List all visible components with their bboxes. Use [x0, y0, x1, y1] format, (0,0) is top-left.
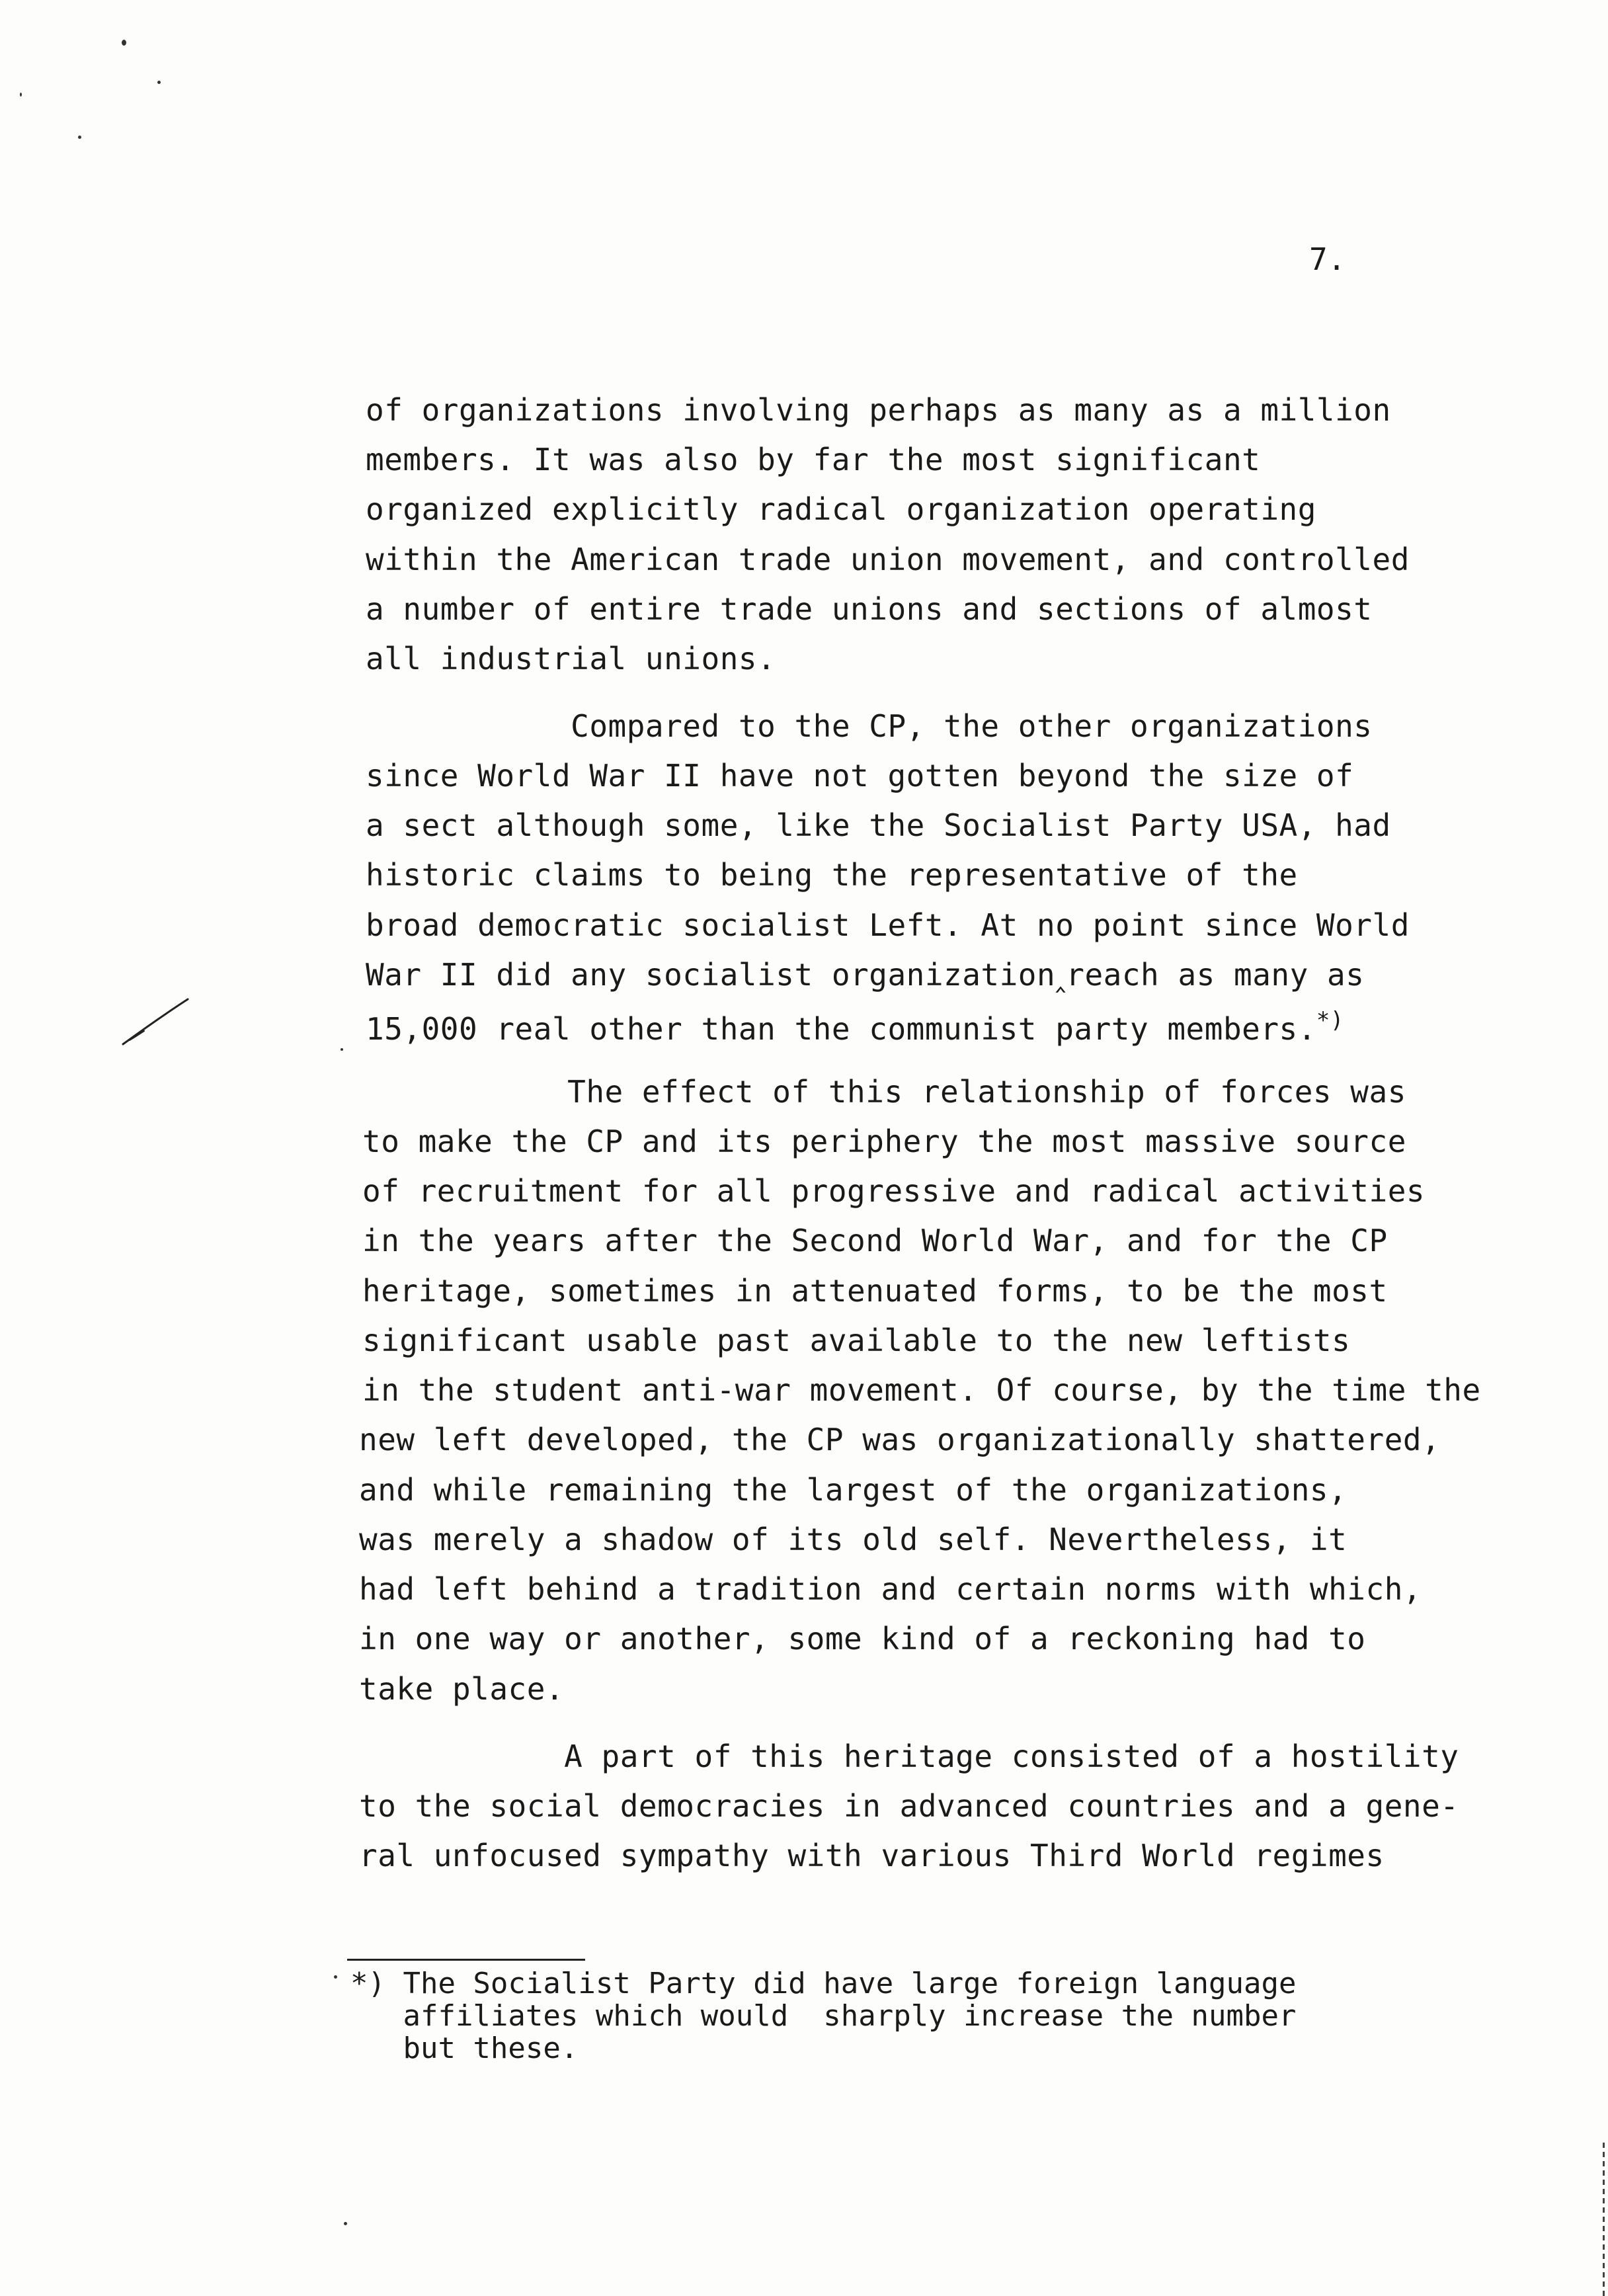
body-line: a number of entire trade unions and sections of almost — [366, 591, 1373, 627]
body-line — [366, 1007, 1344, 1047]
body-line: all industrial unions. — [366, 641, 776, 676]
body-line: new left developed, the CP was organizationally shattered, — [359, 1422, 1441, 1457]
body-line: within the American trade union movement, and controlled — [366, 542, 1410, 577]
body-line: broad democratic socialist Left. At no point since World — [366, 907, 1410, 943]
body-line: A part of this heritage consisted of a hostility — [359, 1739, 1459, 1774]
body-line: heritage, sometimes in attenuated forms, to be the most — [362, 1273, 1388, 1309]
footnote-line: but these. — [350, 2031, 579, 2065]
body-line: War II did any socialist organization‸reach as many as — [366, 957, 1365, 993]
body-line: since World War II have not gotten beyond the size of — [366, 758, 1354, 794]
body-line: organized explicitly radical organization operating — [366, 491, 1316, 527]
margin-pen-mark — [120, 995, 193, 1048]
scan-speck — [157, 81, 161, 84]
body-line: was merely a shadow of its old self. Nevertheless, it — [359, 1522, 1347, 1557]
body-line: ral unfocused sympathy with various Third World regimes — [359, 1838, 1385, 1873]
scan-speck — [344, 2222, 347, 2225]
body-line-text: 15,000 real other than the communist party members. — [366, 1011, 1316, 1047]
page-number: 7. — [1309, 241, 1346, 277]
footnote-reference: *) — [1316, 1007, 1344, 1034]
body-line: had left behind a tradition and certain norms with which, — [359, 1571, 1422, 1607]
scan-speck — [341, 1048, 343, 1051]
body-line: to the social democracies in advanced countries and a gene- — [359, 1788, 1459, 1824]
body-line: in the years after the Second World War, and for the CP — [362, 1223, 1388, 1258]
body-line: significant usable past available to the new leftists — [362, 1323, 1351, 1358]
scan-speck — [334, 1975, 337, 1979]
body-line: members. It was also by far the most significant — [366, 442, 1261, 477]
footnote-line: affiliates which would sharply increase the number — [350, 1999, 1297, 2033]
footnote-rule — [347, 1959, 585, 1961]
body-line: Compared to the CP, the other organizations — [366, 708, 1373, 744]
body-line: take place. — [359, 1671, 565, 1707]
body-line: to make the CP and its periphery the most massive source — [362, 1124, 1406, 1159]
scan-edge-artifact — [1603, 2143, 1605, 2296]
body-line: a sect although some, like the Socialist Party USA, had — [366, 807, 1391, 843]
scan-speck — [122, 40, 126, 46]
body-line: in the student anti-war movement. Of course, by the time the — [362, 1372, 1481, 1408]
body-line: historic claims to being the representative of the — [366, 857, 1298, 893]
body-line: The effect of this relationship of forces was — [362, 1074, 1406, 1110]
body-line: in one way or another, some kind of a reckoning had to — [359, 1621, 1366, 1657]
scan-speck — [20, 93, 22, 97]
body-line: of organizations involving perhaps as many as a million — [366, 392, 1391, 428]
body-line: of recruitment for all progressive and radical activities — [362, 1173, 1426, 1209]
footnote-line: *) The Socialist Party did have large foreign language — [350, 1967, 1297, 2000]
body-line: and while remaining the largest of the organizations, — [359, 1472, 1347, 1508]
scan-speck — [78, 136, 81, 139]
